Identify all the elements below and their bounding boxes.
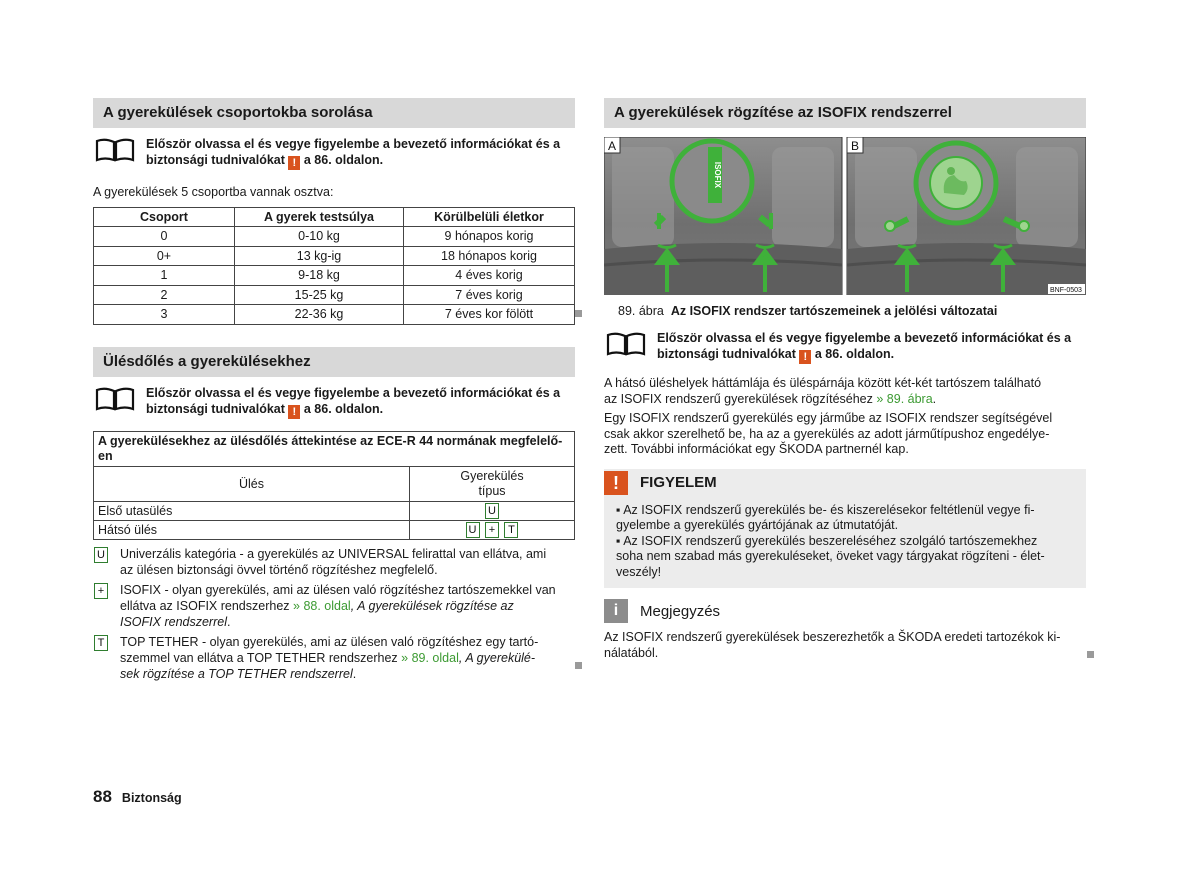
note-line-1: Először olvassa el és vegye figyelembe a bevezető információkat és a [146,385,561,400]
legend-top-tether [93,634,575,682]
cell-age: 4 éves korig [404,266,575,286]
warning-line-4: soha nem szabad más gyerekuléseket, öveket vagy tárgyakat rögzíteni - élet- [616,549,1045,563]
cell-age: 7 éves korig [404,285,575,305]
warning-text [604,503,1086,581]
legend-t-line-1: TOP TETHER - olyan gyerekülés, ami az ülésen való rögzítéshez egy tartó- [120,634,539,649]
warning-line-2: gyelembe a gyerekülés gyártójának az útmutatóját. [616,518,899,532]
note-line-2: biztonsági tudnivalókat [146,153,285,167]
cell-age: 7 éves kor fölött [404,305,575,325]
table-row [94,305,575,325]
note-line-1: Először olvassa el és vegye figyelembe a bevezető információkat és a [657,331,1072,345]
warning-icon: ! [288,156,300,170]
legend-plus-line-1: ISOFIX - olyan gyerekülés, ami az ülésen való rögzítéshez tartószemekkel van [120,582,556,597]
cell-group: 3 [94,305,235,325]
cell-age: 18 hónapos korig [404,246,575,266]
table-header-row [94,466,575,501]
table-row [94,285,575,305]
page-link[interactable]: » 89. oldal [401,650,459,665]
legend-plus-line-3: ISOFIX rendszerrel [120,614,227,629]
cell-weight: 13 kg-ig [235,246,404,266]
safety-note [604,330,1086,364]
cell-group: 0+ [94,246,235,266]
col-header-group: Csoport [94,207,235,227]
table-row [94,227,575,247]
panel-b-label: B [851,139,860,153]
table-title-row [94,431,575,466]
cell-codes [410,501,575,520]
cell-group: 2 [94,285,235,305]
cell-seat: Hátsó ülés [94,520,410,539]
legend-universal [93,546,575,578]
col-header-type [410,466,575,501]
legend-u-line-1: Univerzális kategória - a gyerekülés az UNIVERSAL felirattal van ellátva, ami [120,546,547,561]
panel-a-label: A [608,139,617,153]
figure-number: 89. ábra [618,304,664,318]
cell-group: 0 [94,227,235,247]
legend-t-line-2: szemmel van ellátva a TOP TETHER rendszerhez [120,650,398,665]
panel-b [847,137,1086,295]
isofix-paragraph-2 [604,411,1086,458]
cell-group: 1 [94,266,235,286]
safety-note [93,136,575,170]
table-header-row [94,207,575,227]
section-end-marker [1087,651,1094,658]
note-page-ref: a 86. oldalon. [303,153,384,167]
notice-line-1: Az ISOFIX rendszerű gyerekülések beszerezhetők a ŠKODA eredeti tartozékok ki- [604,630,1061,644]
legend-isofix [93,582,575,630]
col-header-seat: Ülés [94,466,410,501]
table-title-line-1: A gyerekülésekhez az ülésdőlés áttekintése az ECE-R 44 normának megfelelő- [98,433,563,448]
legend-plus-line-2: ellátva az ISOFIX rendszerhez [120,598,290,613]
seat-suitability-table [93,431,575,540]
note-page-ref: a 86. oldalon. [303,401,384,416]
section-name: Biztonság [121,791,182,805]
book-icon [95,386,135,412]
para1-line-1: A hátsó üléshelyek háttámlája és üléspárnája között két-két tartószem található [604,376,1042,390]
figure-caption [604,303,1086,319]
book-icon [606,331,646,357]
code-universal: U [466,522,480,538]
note-page-ref: a 86. oldalon. [814,347,895,361]
legend-t-period: . [352,666,357,681]
warning-box [604,469,1086,589]
warning-line-3: ▪ Az ISOFIX rendszerű gyerekülés beszereléséhez szolgáló tartószemekhez [616,533,1038,548]
cell-weight: 22-36 kg [235,305,404,325]
warning-line-5: veszély! [616,564,662,579]
cell-weight: 9-18 kg [235,266,404,286]
warning-line-1: ▪ Az ISOFIX rendszerű gyerekülés be- és kiszerelésekor feltétlenül vegye fi- [616,502,1035,517]
legend-t-italic: , A gyerekülé- [458,650,536,665]
section-end-marker [575,310,582,317]
left-column [93,98,575,682]
groups-table [93,207,575,325]
code-isofix: + [94,583,108,599]
para1-period: . [932,391,937,406]
table-row [94,501,575,520]
page-footer [93,787,182,807]
notice-line-2: nálatából. [604,645,659,660]
code-universal: U [94,547,108,563]
cell-codes [410,520,575,539]
isofix-illustration [604,137,1086,295]
para1-line-2: az ISOFIX rendszerű gyerekülések rögzítéséhez [604,391,873,406]
isofix-tag-label: ISOFIX [713,161,722,189]
code-isofix: + [485,522,499,538]
note-line-1: Először olvassa el és vegye figyelembe a bevezető információkat és a [146,137,561,151]
page-link[interactable]: » 88. oldal [293,598,351,613]
cell-age: 9 hónapos korig [404,227,575,247]
legend-plus-period: . [226,614,231,629]
cell-weight: 15-25 kg [235,285,404,305]
col-header-type-line-2: típus [478,483,506,498]
figure-link[interactable]: » 89. ábra [876,391,933,406]
note-line-2: biztonsági tudnivalókat [146,401,285,416]
right-column [604,98,1086,661]
table-row [94,520,575,539]
legend-u-line-2: az ülésen biztonsági övvel történő rögzítéshez megfelelő. [120,562,438,577]
code-top-tether: T [504,522,518,538]
notice-text [604,630,1086,661]
para2-line-3: zett. További információkat egy ŠKODA partnernél kap. [604,442,909,456]
isofix-paragraph-1 [604,376,1086,407]
cell-seat: Első utasülés [94,501,410,520]
figure-code: BNF-0503 [1050,287,1082,294]
section-heading-seat-suitability: Ülésdőlés a gyerekülésekhez [93,347,575,377]
book-icon [95,137,135,163]
table-title-line-2: en [98,448,113,463]
notice-title: Megjegyzés [640,602,721,620]
panel-a [604,137,842,295]
table-row [94,246,575,266]
isofix-figure [604,137,1086,295]
section-end-marker [575,662,582,669]
table-title [94,431,575,466]
col-header-weight: A gyerek testsúlya [235,207,404,227]
cell-weight: 0-10 kg [235,227,404,247]
notice-header [604,598,1086,624]
table-row [94,266,575,286]
page-number: 88 [93,787,112,806]
legend-t-line-3: sek rögzítése a TOP TETHER rendszerrel [120,666,353,681]
warning-icon: ! [288,405,300,419]
para2-line-2: csak akkor szerelhető be, ha az a gyerekülés az adott járműtípushoz engedélye- [604,426,1050,441]
code-universal: U [485,503,499,519]
safety-note [93,385,575,419]
section-heading-grouping: A gyerekülések csoportokba sorolása [93,98,575,128]
groups-intro: A gyerekülések 5 csoportba vannak osztva: [93,185,334,199]
figure-caption-text: Az ISOFIX rendszer tartószemeinek a jelölési változatai [670,304,998,318]
col-header-age: Körülbelüli életkor [404,207,575,227]
legend-plus-italic: , A gyerekülések rögzítése az [350,598,514,613]
code-top-tether: T [94,635,108,651]
warning-triangle-icon: ! [604,471,628,495]
col-header-type-line-1: Gyerekülés [460,468,524,483]
section-heading-isofix: A gyerekülések rögzítése az ISOFIX rendszerrel [604,98,1086,128]
info-icon: i [604,599,628,623]
note-line-2: biztonsági tudnivalókat [657,347,796,361]
warning-title: FIGYELEM [640,474,717,491]
warning-icon: ! [799,350,811,364]
para2-line-1: Egy ISOFIX rendszerű gyerekülés egy járműbe az ISOFIX rendszer segítségével [604,411,1053,425]
